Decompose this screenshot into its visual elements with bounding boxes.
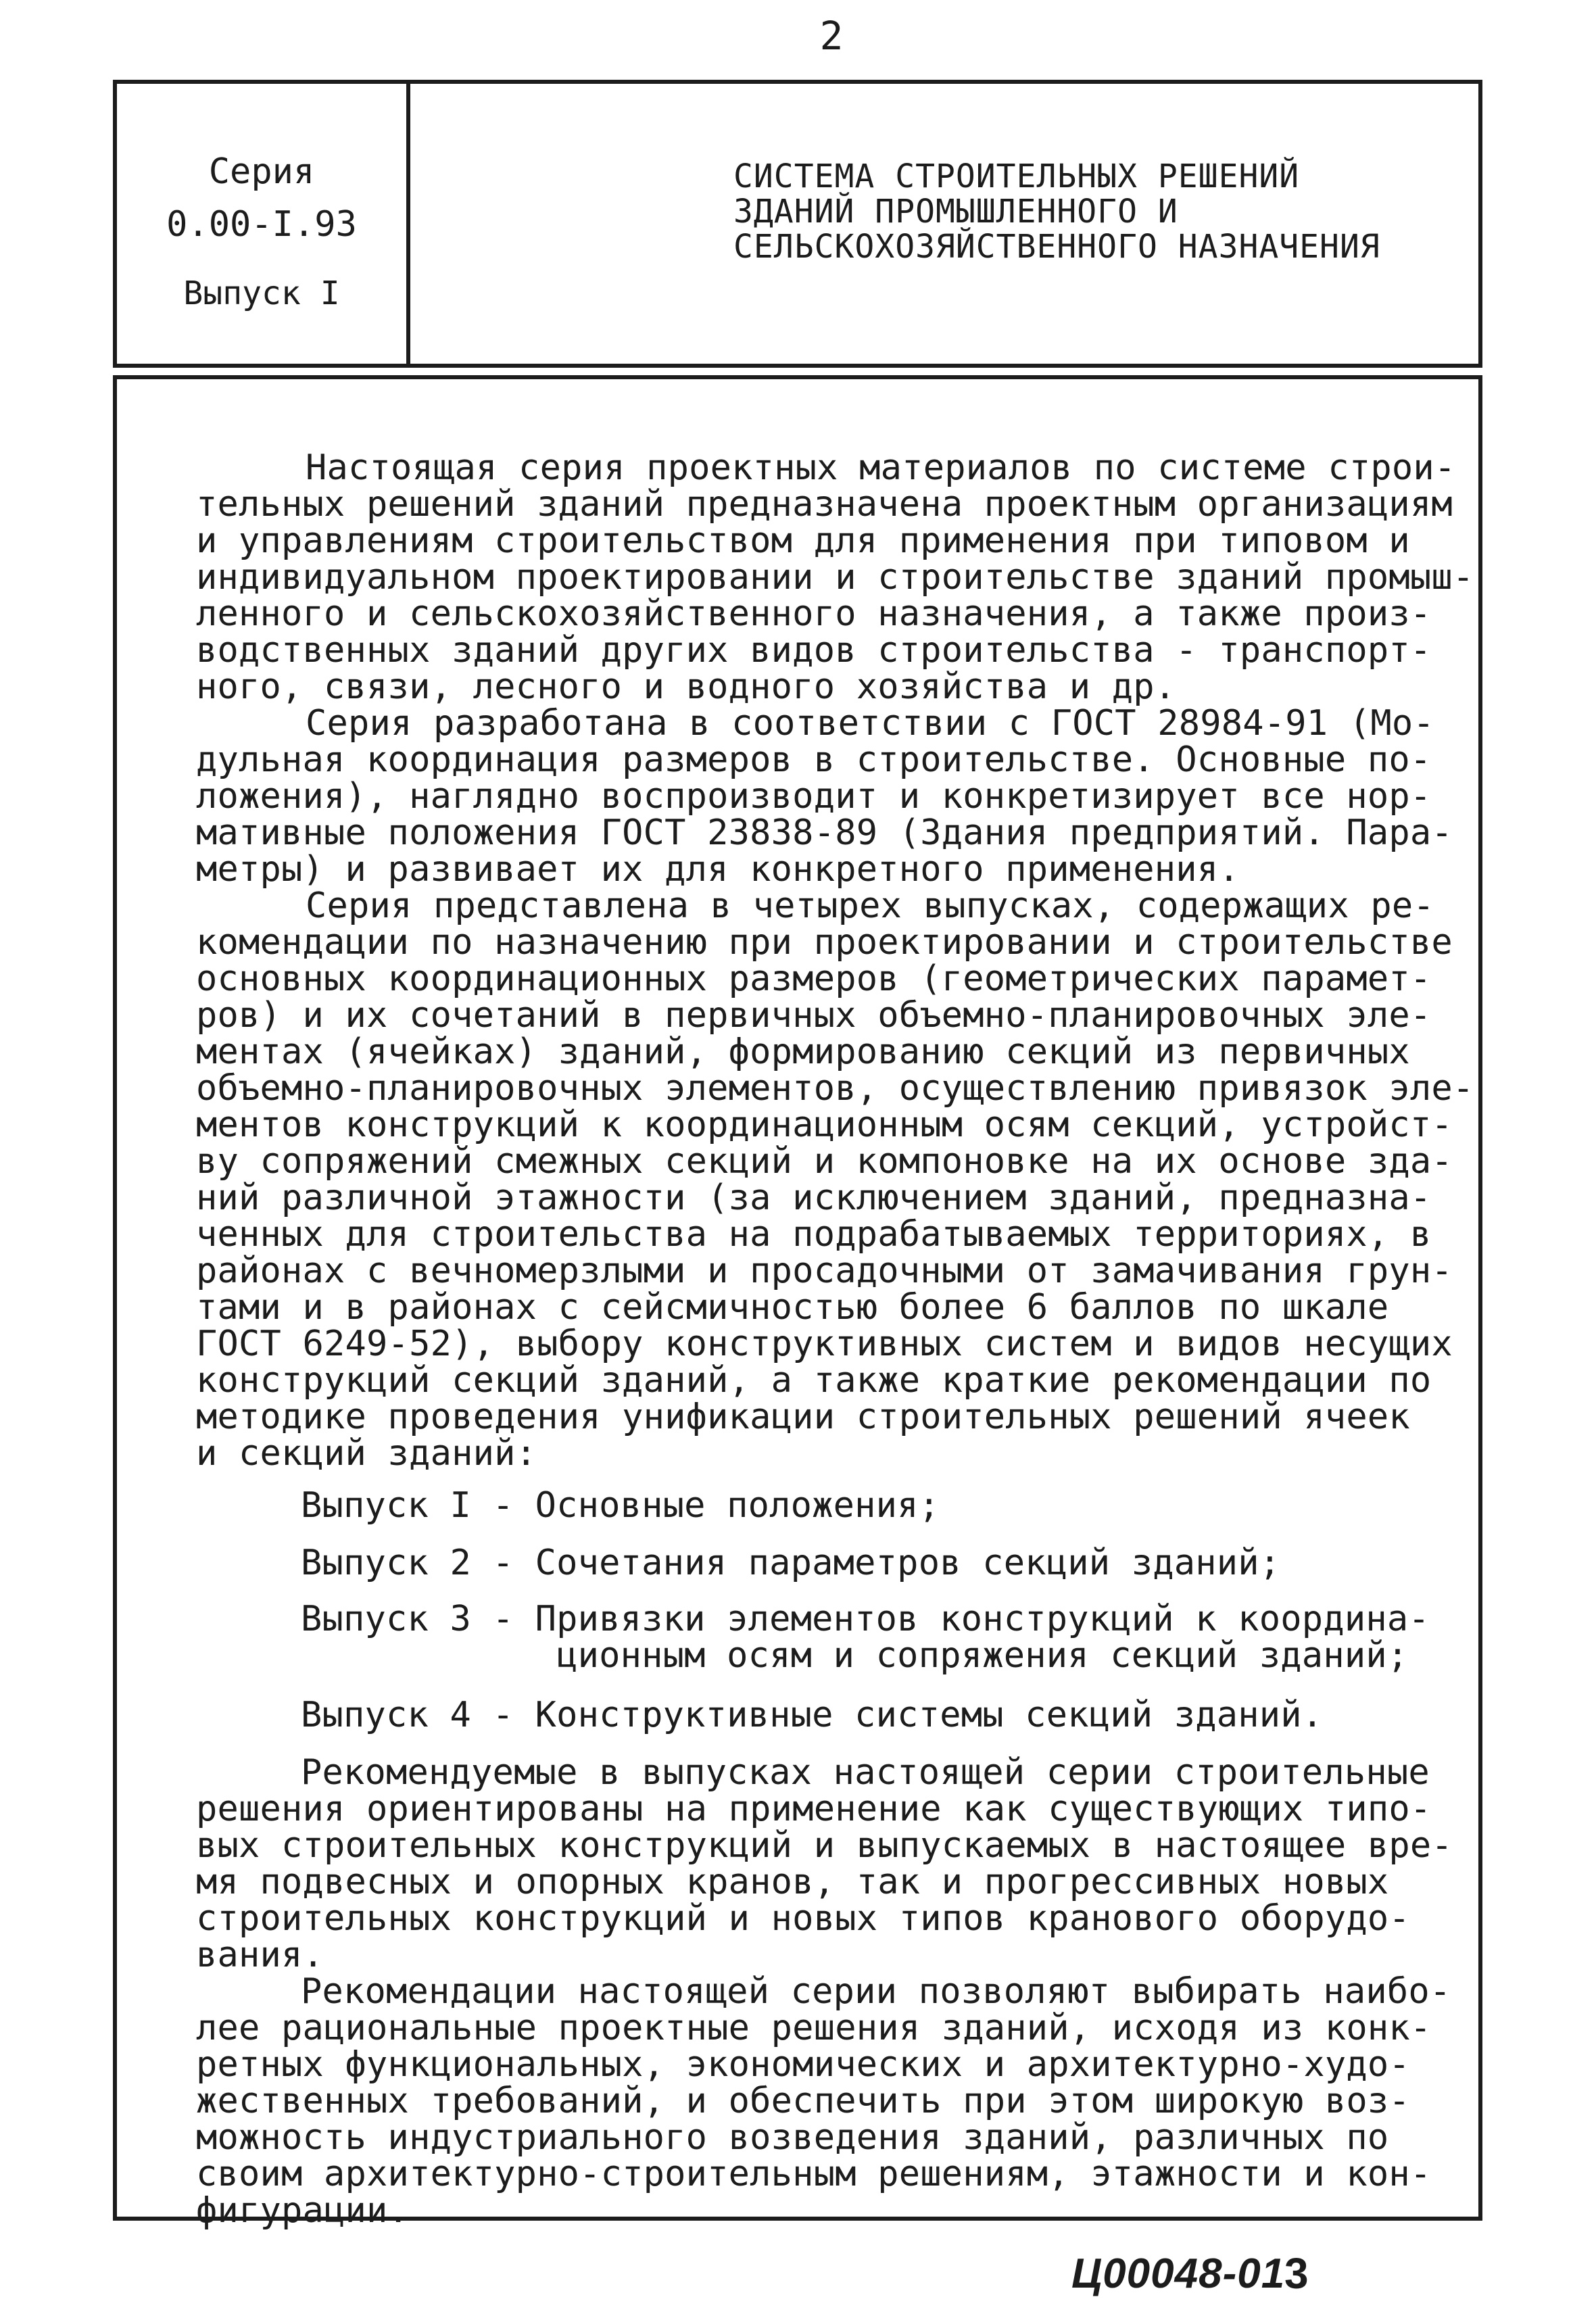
- text-line: мативные положения ГОСТ 23838-89 (Здания предприятий. Пара-: [196, 813, 1453, 853]
- text-line: ву сопряжений смежных секций и компоновке на их основе зда-: [196, 1141, 1453, 1182]
- document-code: Ц00048-01: [1071, 2250, 1286, 2297]
- text-line: дульная координация размеров в строительстве. Основные по-: [196, 740, 1432, 780]
- text-line: жественных требований, и обеспечить при этом широкую воз-: [196, 2081, 1410, 2121]
- text-line: метры) и развивает их для конкретного применения.: [196, 849, 1240, 890]
- title-line-3: СЕЛЬСКОХОЗЯЙСТВЕННОГО НАЗНАЧЕНИЯ: [733, 228, 1380, 266]
- text-line: комендации по назначению при проектировании и строительстве: [196, 922, 1453, 963]
- issue-item: Выпуск 4 - Конструктивные системы секций зданий.: [301, 1695, 1324, 1735]
- text-line: Серия разработана в соответствии с ГОСТ 28984-91 (Мо-: [306, 703, 1434, 744]
- issue-item: Выпуск 3 - Привязки элементов конструкций к координа-: [301, 1599, 1430, 1639]
- text-line: строительных конструкций и новых типов кранового оборудо-: [196, 1898, 1410, 1939]
- text-line: методике проведения унификации строительных решений ячеек: [196, 1397, 1410, 1437]
- text-line: решения ориентированы на применение как существующих типо-: [196, 1789, 1432, 1829]
- text-line: объемно-планировочных элементов, осуществлению привязок эле-: [196, 1068, 1474, 1109]
- text-line: индивидуальном проектировании и строительстве зданий промыш-: [196, 557, 1474, 598]
- series-number: 0.00-I.93: [166, 204, 357, 245]
- text-line: ленного и сельскохозяйственного назначения, а также произ-: [196, 594, 1432, 634]
- series-cell: [117, 84, 406, 364]
- text-line: ментах (ячейках) зданий, формированию секций из первичных: [196, 1032, 1410, 1072]
- text-line: мя подвесных и опорных кранов, так и прогрессивных новых: [196, 1862, 1389, 1902]
- title-line-2: ЗДАНИЙ ПРОМЫШЛЕННОГО И: [733, 193, 1178, 231]
- issue-label: Выпуск I: [183, 274, 340, 312]
- text-line: вых строительных конструкций и выпускаемых в настоящее вре-: [196, 1825, 1453, 1866]
- text-line: ложения), наглядно воспроизводит и конкретизирует все нор-: [196, 776, 1432, 817]
- text-line: Настоящая серия проектных материалов по системе строи-: [306, 448, 1456, 488]
- text-line: ментов конструкций к координационным осям секций, устройст-: [196, 1105, 1453, 1145]
- text-line: тами и в районах с сейсмичностью более 6 баллов по шкале: [196, 1287, 1389, 1328]
- text-line: ГОСТ 6249-52), выбору конструктивных систем и видов несущих: [196, 1324, 1453, 1364]
- text-line: своим архитектурно-строительным решениям, этажности и кон-: [196, 2154, 1432, 2194]
- issue-item: ционным осям и сопряжения секций зданий;: [301, 1635, 1409, 1676]
- page-number: 2: [819, 13, 844, 59]
- text-line: Серия представлена в четырех выпусках, содержащих ре-: [306, 886, 1434, 926]
- text-line: и секций зданий:: [196, 1433, 537, 1474]
- text-line: фигурации.: [196, 2190, 410, 2231]
- text-line: районах с вечномерзлыми и просадочными от замачивания грун-: [196, 1251, 1453, 1291]
- text-line: водственных зданий других видов строительства - транспорт-: [196, 630, 1432, 671]
- text-line: можность индустриального возведения зданий, различных по: [196, 2117, 1389, 2158]
- text-line: ний различной этажности (за исключением зданий, предназна-: [196, 1178, 1432, 1218]
- text-line: Рекомендуемые в выпусках настоящей серии строительные: [301, 1752, 1430, 1793]
- text-line: конструкций секций зданий, а также краткие рекомендации по: [196, 1360, 1432, 1401]
- text-line: ретных функциональных, экономических и архитектурно-худо-: [196, 2044, 1410, 2085]
- series-label: Серия: [208, 151, 315, 192]
- text-line: Рекомендации настоящей серии позволяют выбирать наибо-: [301, 1971, 1451, 2012]
- text-line: ров) и их сочетаний в первичных объемно-планировочных эле-: [196, 995, 1432, 1036]
- issue-item: Выпуск I - Основные положения;: [301, 1485, 940, 1526]
- text-line: основных координационных размеров (геометрических парамет-: [196, 959, 1432, 999]
- text-line: тельных решений зданий предназначена проектным организациям: [196, 484, 1453, 525]
- text-line: вания.: [196, 1935, 324, 1975]
- header-stamp: [113, 80, 1482, 368]
- title-cell: [410, 84, 1478, 364]
- text-line: лее рациональные проектные решения зданий, исходя из конк-: [196, 2008, 1432, 2048]
- text-line: ченных для строительства на подрабатываемых территориях, в: [196, 1214, 1432, 1255]
- issue-item: Выпуск 2 - Сочетания параметров секций зданий;: [301, 1543, 1281, 1583]
- text-line: ного, связи, лесного и водного хозяйства и др.: [196, 667, 1176, 707]
- text-line: и управлениям строительством для применения при типовом и: [196, 521, 1410, 561]
- sheet-number: 3: [1284, 2249, 1309, 2298]
- title-line-1: СИСТЕМА СТРОИТЕЛЬНЫХ РЕШЕНИЙ: [733, 158, 1300, 195]
